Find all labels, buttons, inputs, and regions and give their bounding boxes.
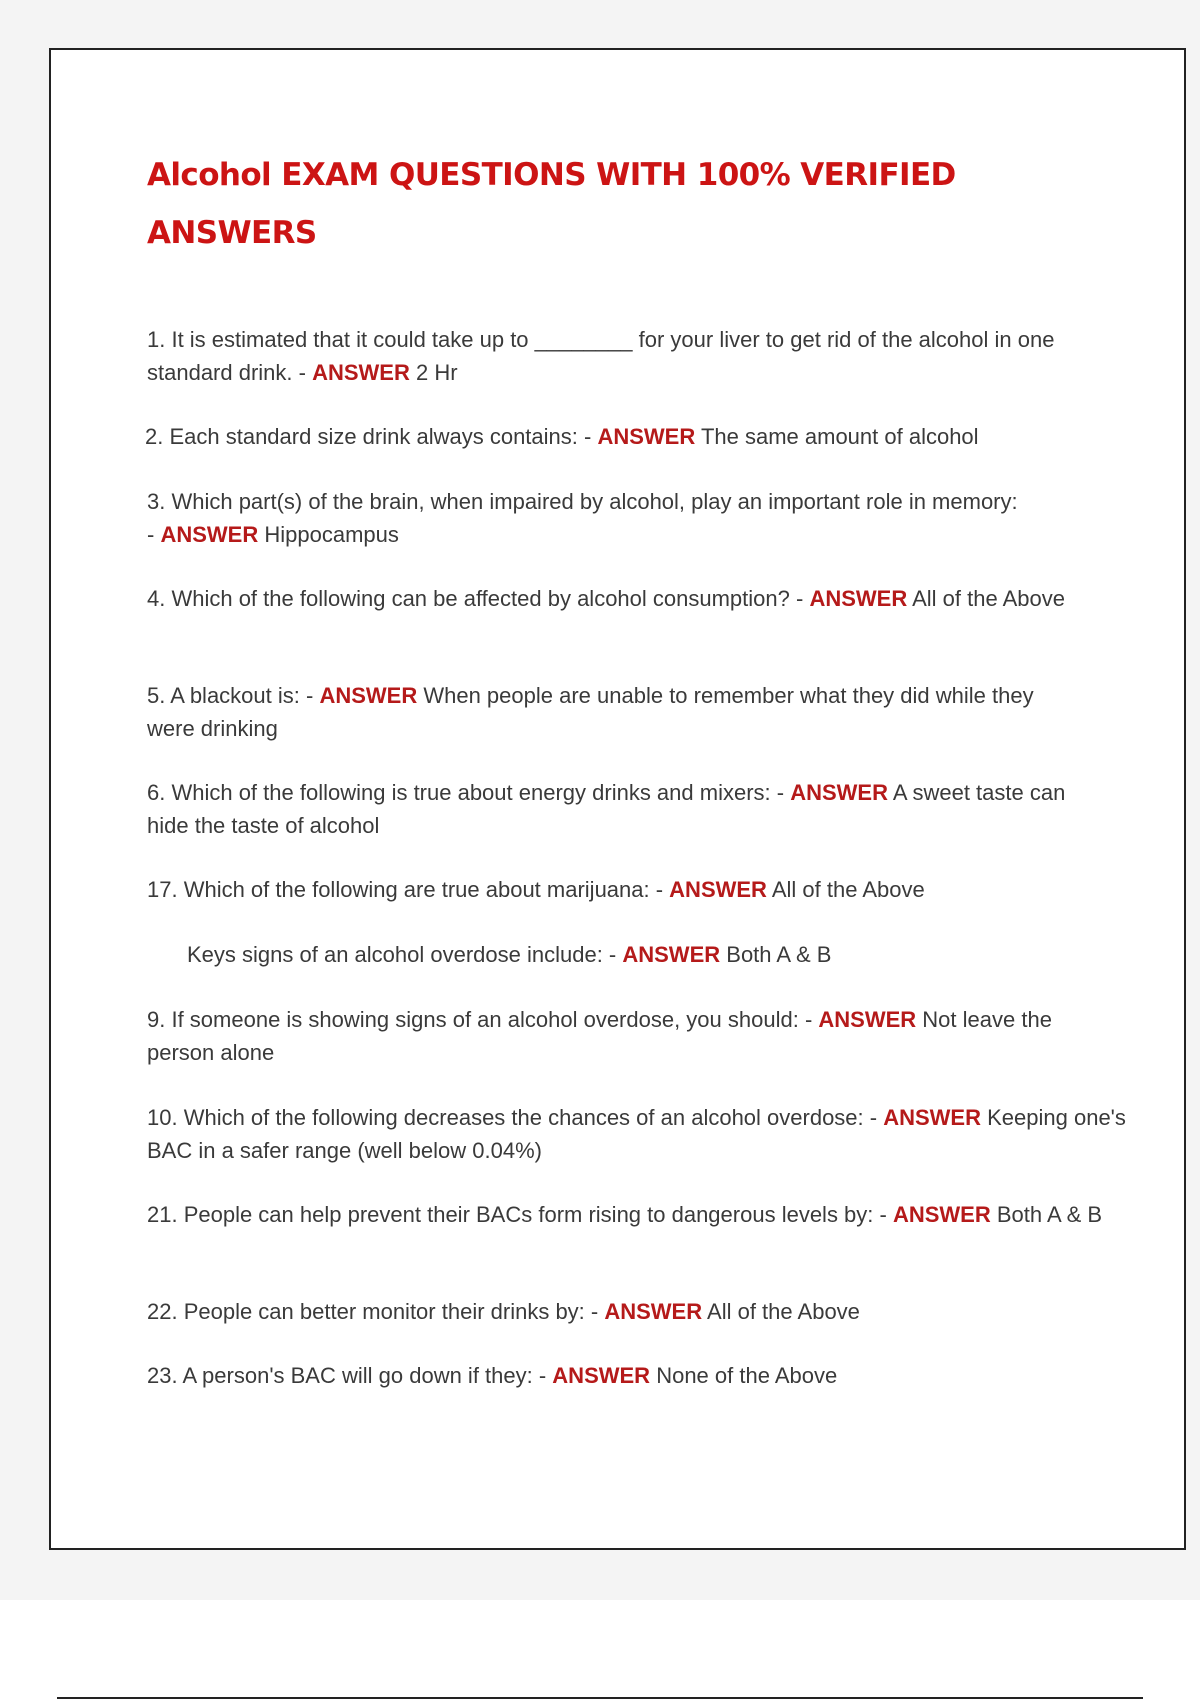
answer-text: All of the Above — [771, 877, 925, 902]
answer-label: ANSWER — [669, 877, 767, 902]
qa-item-7 — [147, 874, 1132, 907]
answer-label: ANSWER — [552, 1363, 651, 1388]
answer-label: ANSWER — [790, 780, 888, 805]
qa-item-5 — [147, 680, 1037, 745]
qa-item-2 — [145, 421, 1130, 454]
qa-item-13 — [147, 1360, 1132, 1393]
question-text: 9. If someone is showing signs of an alcohol overdose, you should: - — [147, 1007, 819, 1032]
answer-label: ANSWER — [160, 521, 259, 547]
answer-label: ANSWER — [604, 1299, 703, 1324]
qa-item-1 — [147, 324, 1082, 389]
qa-item-4 — [147, 583, 1067, 616]
answer-text: A sweet taste can hide the taste of alcohol — [147, 780, 1066, 838]
answer-text: Keeping one's BAC in a safer range (well below 0.04%) — [147, 1105, 1126, 1163]
answer-text: 2 Hr — [415, 359, 458, 385]
answer-label: ANSWER — [319, 683, 418, 708]
footer-divider — [57, 1697, 1143, 1699]
answer-label: ANSWER — [597, 424, 696, 449]
answer-text: Both A & B — [726, 942, 832, 967]
question-text: Keys signs of an alcohol overdose include: - — [187, 942, 623, 967]
answer-text: None of the Above — [656, 1363, 838, 1388]
question-text: 17. Which of the following are true about marijuana: - — [147, 877, 670, 902]
answer-label: ANSWER — [883, 1105, 981, 1130]
answer-text: All of the Above — [707, 1299, 860, 1324]
qa-item-10 — [147, 1102, 1132, 1167]
qa-item-12 — [147, 1296, 1132, 1329]
question-text: 3. Which part(s) of the brain, when impaired by alcohol, play an important role in memory: - — [147, 489, 1018, 547]
document-title: Alcohol EXAM QUESTIONS WITH 100% VERIFIED ANSWERS — [147, 157, 956, 251]
answer-label: ANSWER — [809, 586, 908, 611]
question-text: 23. A person's BAC will go down if they: - — [147, 1363, 553, 1388]
question-text: 2. Each standard size drink always contains: - — [145, 424, 598, 449]
question-text: 21. People can help prevent their BACs form rising to dangerous levels by: - — [147, 1202, 893, 1227]
answer-label: ANSWER — [312, 359, 410, 385]
qa-item-8 — [187, 939, 1087, 972]
answer-label: ANSWER — [892, 1202, 991, 1227]
answer-text: All of the Above — [912, 586, 1066, 611]
qa-item-11 — [147, 1199, 1132, 1232]
question-text: 22. People can better monitor their drinks by: - — [147, 1299, 605, 1324]
answer-label: ANSWER — [622, 942, 721, 967]
answer-text: Not leave the person alone — [147, 1007, 1052, 1065]
answer-text: When people are unable to remember what they did while they were drinking — [147, 683, 1034, 741]
question-text: 10. Which of the following decreases the chances of an alcohol overdose: - — [147, 1105, 884, 1130]
answer-text: Hippocampus — [264, 521, 399, 547]
answer-text: The same amount of alcohol — [700, 424, 979, 449]
answer-label: ANSWER — [818, 1007, 917, 1032]
question-text: 1. It is estimated that it could take up to ________ for your liver to get rid of the alcohol in one standard drink. - — [147, 327, 1055, 385]
qa-item-6 — [147, 777, 1082, 842]
question-text: 4. Which of the following can be affected by alcohol consumption? - — [147, 586, 810, 611]
question-text: 5. A blackout is: - — [147, 683, 320, 708]
question-text: 6. Which of the following is true about energy drinks and mixers: - — [147, 780, 791, 805]
document-page — [49, 48, 1186, 1550]
qa-item-9 — [147, 1004, 1067, 1069]
answer-text: Both A & B — [996, 1202, 1103, 1227]
qa-item-3 — [147, 486, 1027, 551]
